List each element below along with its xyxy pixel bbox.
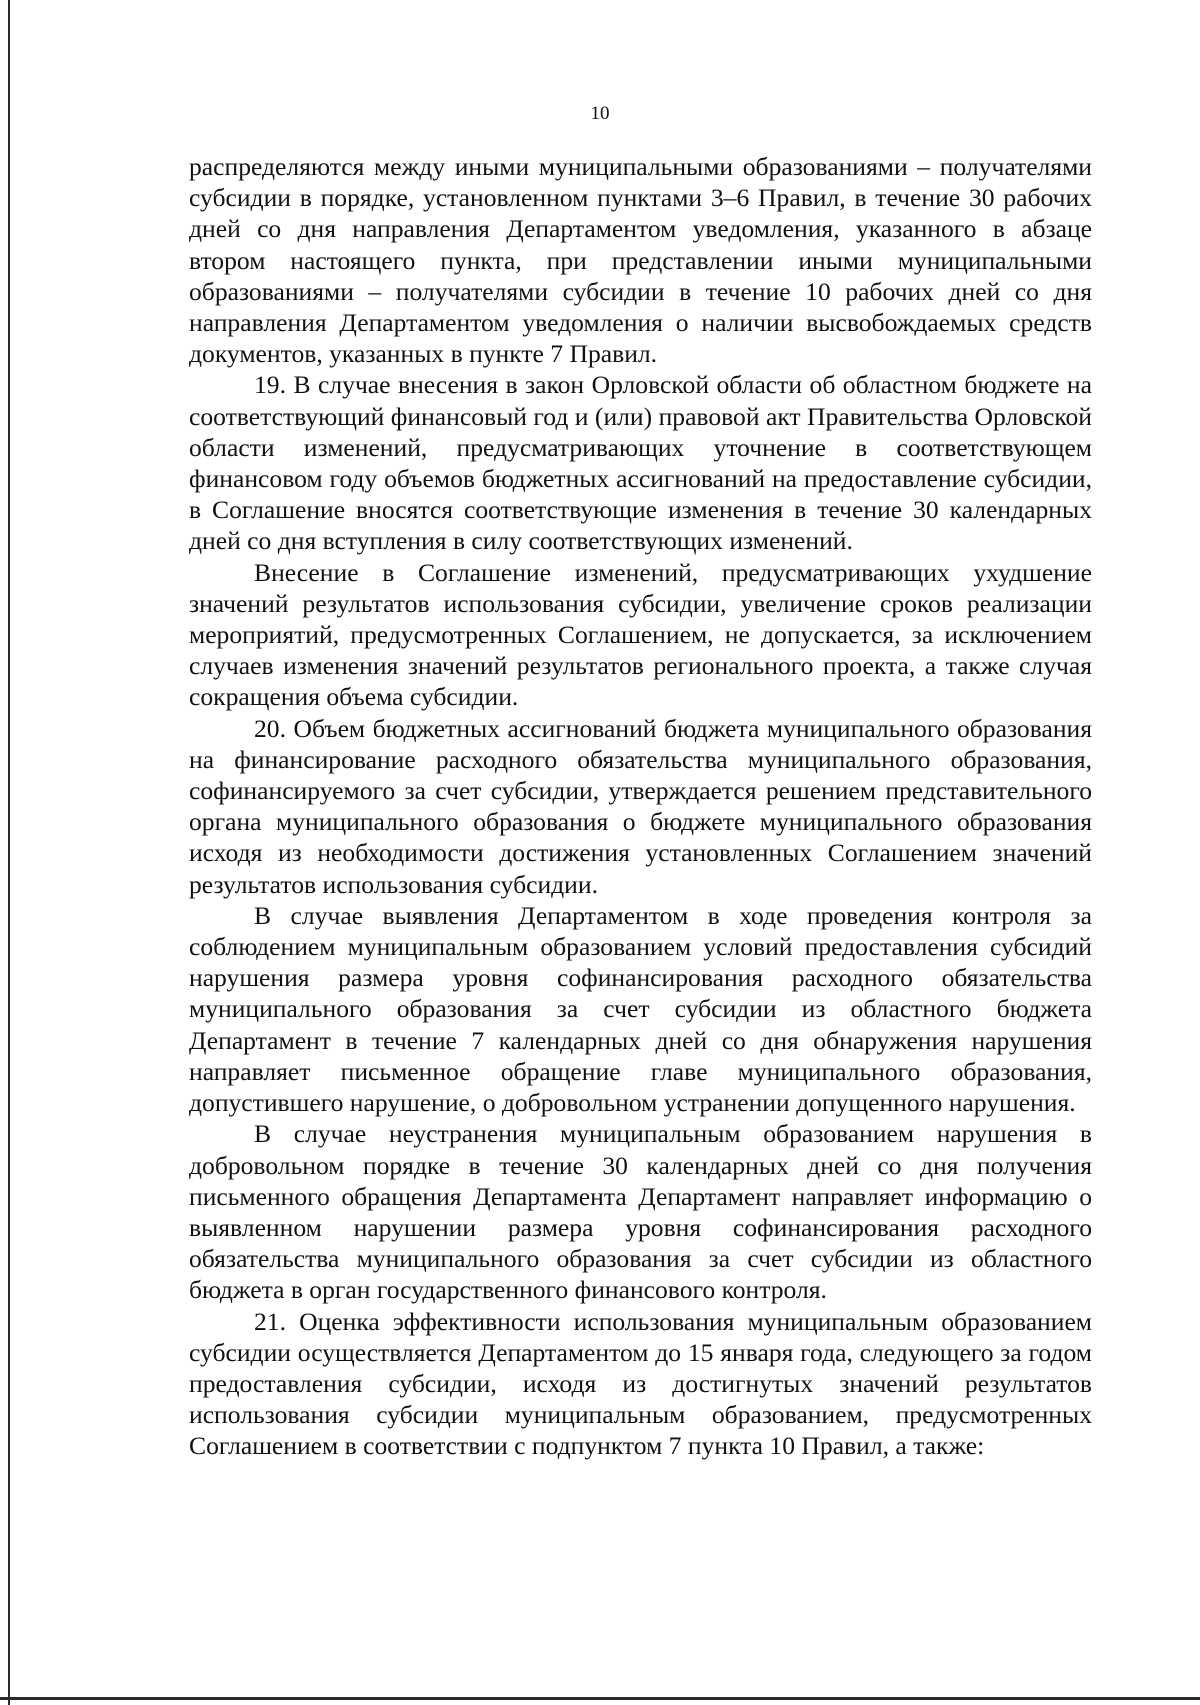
paragraph-amendments: Внесение в Соглашение изменений, предусматривающих ухудшение значений результатов использования субсидии, увеличение сроков реализации мероприятий, предусмотренных Соглашением, не допускается, за исключением случаев изменения значений результатов регионального проекта, а также случая сокращения объема субсидии.: [189, 557, 1092, 712]
scan-edge-left: [8, 0, 10, 1705]
page-number: 10: [590, 103, 610, 124]
scan-edge-bottom: [0, 1697, 1200, 1700]
paragraph-violation-non-elimination: В случае неустранения муниципальным образованием нарушения в добровольном порядке в течение 30 календарных дней со дня получения письменного обращения Департамента Департамент направляет информацию о выявленном нарушении размера уровня софинансирования расходного обязательства муниципального образования за счет субсидии из областного бюджета в орган государственного финансового контроля.: [189, 1119, 1092, 1305]
paragraph-continuation: распределяются между иными муниципальными образованиями – получателями субсидии в порядке, установленном пунктами 3–6 Правил, в течение 30 рабочих дней со дня направления Департаментом уведомления, указанного в абзаце втором настоящего пункта, при представлении иными муниципальными образованиями – получателями субсидии в течение 10 рабочих дней со дня направления Департаментом уведомления о наличии высвобождаемых средств документов, указанных в пункте 7 Правил.: [189, 152, 1092, 369]
paragraph-violation-detection: В случае выявления Департаментом в ходе проведения контроля за соблюдением муниципальным образованием условий предоставления субсидий нарушения размера уровня софинансирования расходного обязательства муниципального образования за счет субсидии из областного бюджета Департамент в течение 7 календарных дней со дня обнаружения нарушения направляет письменное обращение главе муниципального образования, допустившего нарушение, о добровольном устранении допущенного нарушения.: [189, 900, 1092, 1118]
paragraph-item-20: 20. Объем бюджетных ассигнований бюджета муниципального образования на финансирование расходного обязательства муниципального образования, софинансируемого за счет субсидии, утверждается решением представительного органа муниципального образования о бюджете муниципального образования исходя из необходимости достижения установленных Соглашением значений результатов использования субсидии.: [189, 713, 1092, 899]
paragraph-item-21: 21. Оценка эффективности использования муниципальным образованием субсидии осуществляется Департаментом до 15 января года, следующего за годом предоставления субсидии, исходя из достигнутых значений результатов использования субсидии муниципальным образованием, предусмотренных Соглашением в соответствии с подпунктом 7 пункта 10 Правил, а также:: [189, 1306, 1092, 1461]
document-body: [189, 151, 1092, 1462]
paragraph-item-19: 19. В случае внесения в закон Орловской области об областном бюджете на соответствующий финансовый год и (или) правовой акт Правительства Орловской области изменений, предусматривающих уточнение в соответствующем финансовом году объемов бюджетных ассигнований на предоставление субсидии, в Соглашение вносятся соответствующие изменения в течение 30 календарных дней со дня вступления в силу соответствующих изменений.: [189, 370, 1092, 556]
